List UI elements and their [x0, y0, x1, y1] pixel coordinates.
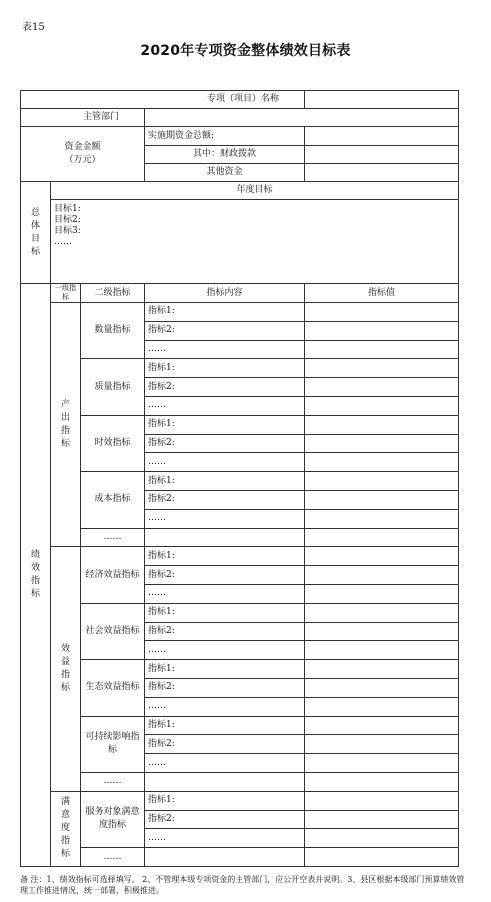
indicator-value[interactable]: [305, 396, 459, 415]
indicator-value[interactable]: [305, 791, 459, 810]
indicator-content[interactable]: 指标1:: [145, 547, 305, 566]
indicator-content[interactable]: ……: [145, 453, 305, 472]
indicator-content[interactable]: 指标2:: [145, 678, 305, 697]
vertical-label-text: 绩 效 指 标: [30, 549, 40, 599]
indicator-content[interactable]: 指标1:: [145, 472, 305, 491]
indicator-more-row: [21, 528, 459, 547]
level2-more: ……: [81, 528, 145, 547]
indicator-value[interactable]: [305, 660, 459, 679]
indicator-content[interactable]: ……: [145, 396, 305, 415]
indicator-content[interactable]: 指标1:: [145, 660, 305, 679]
level1-indicator: [51, 791, 81, 866]
indicator-content[interactable]: 指标1:: [145, 603, 305, 622]
indicator-row: [21, 472, 459, 491]
level2-indicator: 时效指标: [81, 415, 145, 471]
total-funds-label: 实施期资金总额:: [145, 127, 305, 146]
indicator-row: [21, 547, 459, 566]
indicator-more-row: [21, 848, 459, 867]
indicator-value[interactable]: [305, 359, 459, 378]
total-funds-value[interactable]: [305, 127, 459, 146]
indicator-value[interactable]: [305, 490, 459, 509]
project-name-label: 专项（项目）名称: [21, 91, 305, 109]
goal-line: ……: [54, 237, 72, 247]
indicator-value[interactable]: [305, 829, 459, 848]
indicator-content[interactable]: ……: [145, 697, 305, 716]
indicator-value[interactable]: [305, 509, 459, 528]
col-level2-header: 二级指标: [81, 284, 145, 303]
indicator-value[interactable]: [305, 810, 459, 829]
level2-indicator: 经济效益指标: [81, 547, 145, 603]
col-value-header: 指标值: [305, 284, 459, 303]
indicator-row: [21, 303, 459, 322]
indicator-value[interactable]: [305, 641, 459, 660]
col-level1-header: 一级指标: [51, 284, 81, 303]
indicator-value[interactable]: [305, 622, 459, 641]
indicator-value[interactable]: [305, 772, 459, 791]
goal-line: 目标3:: [54, 226, 81, 236]
indicator-more-row: [21, 772, 459, 791]
indicator-value[interactable]: [305, 453, 459, 472]
goal-line: 目标2:: [54, 215, 81, 225]
indicator-row: [21, 603, 459, 622]
indicator-content[interactable]: ……: [145, 584, 305, 603]
indicator-content[interactable]: ……: [145, 340, 305, 359]
level2-indicator: 社会效益指标: [81, 603, 145, 659]
vertical-label-text: 满 意 度 指 标: [60, 797, 70, 860]
indicator-content[interactable]: 指标1:: [145, 415, 305, 434]
indicator-content[interactable]: ……: [145, 509, 305, 528]
indicator-value[interactable]: [305, 340, 459, 359]
level2-indicator: 数量指标: [81, 303, 145, 359]
indicator-value[interactable]: [305, 603, 459, 622]
indicator-content[interactable]: ……: [145, 641, 305, 660]
indicator-content[interactable]: 指标2:: [145, 566, 305, 585]
indicator-value[interactable]: [305, 378, 459, 397]
vertical-label-text: 产 出 指 标: [60, 399, 70, 449]
indicator-value[interactable]: [305, 735, 459, 754]
indicator-row: [21, 359, 459, 378]
performance-target-table: [20, 90, 459, 867]
indicators-side-label: [21, 284, 51, 867]
indicator-content[interactable]: 指标1:: [145, 716, 305, 735]
indicator-value[interactable]: [305, 716, 459, 735]
indicator-content[interactable]: 指标1:: [145, 303, 305, 322]
indicator-value[interactable]: [305, 303, 459, 322]
indicator-content[interactable]: 指标2:: [145, 378, 305, 397]
dept-label: 主管部门: [21, 109, 145, 127]
indicator-value[interactable]: [305, 547, 459, 566]
overall-goal-side-label: [21, 182, 51, 284]
indicator-value[interactable]: [305, 528, 459, 547]
indicator-value[interactable]: [305, 566, 459, 585]
indicator-value[interactable]: [305, 584, 459, 603]
indicator-content[interactable]: ……: [145, 754, 305, 773]
footnote: 备 注：1、绩效指标可选择填写。 2、不管理本级专项资金的主管部门，应公开空表并说明。3、县区根据本级部门预算绩效管理工作推进情况，统一部署，积极推进。: [20, 875, 465, 895]
indicator-row: [21, 415, 459, 434]
level2-indicator: 生态效益指标: [81, 660, 145, 716]
indicator-content[interactable]: [145, 528, 305, 547]
indicator-value[interactable]: [305, 848, 459, 867]
annual-goal-content[interactable]: [51, 200, 459, 284]
goal-line: 目标1:: [54, 204, 81, 214]
level2-indicator: 可持续影响指标: [81, 716, 145, 772]
other-funds-label: 其他资金: [145, 164, 305, 182]
level2-indicator: 质量指标: [81, 359, 145, 415]
page-title: 2020年专项资金整体绩效目标表: [140, 43, 351, 59]
level2-more: ……: [81, 848, 145, 867]
indicator-row: [21, 716, 459, 735]
annual-goal-label: 年度目标: [51, 182, 459, 200]
indicator-content[interactable]: 指标1:: [145, 359, 305, 378]
indicator-content[interactable]: 指标2:: [145, 735, 305, 754]
indicator-content[interactable]: 指标2:: [145, 321, 305, 340]
vertical-label-text: 总 体 目 标: [30, 207, 40, 257]
indicator-content[interactable]: 指标2:: [145, 622, 305, 641]
indicator-content[interactable]: 指标2:: [145, 434, 305, 453]
indicator-value[interactable]: [305, 697, 459, 716]
indicator-value[interactable]: [305, 415, 459, 434]
fiscal-funds-value[interactable]: [305, 146, 459, 164]
fiscal-funds-label: 其中：财政拨款: [145, 146, 305, 164]
indicator-row: [21, 660, 459, 679]
funds-label: 资金金额 （万元）: [21, 127, 145, 182]
col-content-header: 指标内容: [145, 284, 305, 303]
indicator-value[interactable]: [305, 434, 459, 453]
indicator-content[interactable]: [145, 848, 305, 867]
indicator-value[interactable]: [305, 321, 459, 340]
indicator-value[interactable]: [305, 678, 459, 697]
level2-indicator: 成本指标: [81, 472, 145, 528]
indicator-content[interactable]: 指标1:: [145, 791, 305, 810]
dept-value[interactable]: [145, 109, 459, 127]
indicator-value[interactable]: [305, 754, 459, 773]
level2-more: ……: [81, 772, 145, 791]
vertical-label-text: 效 益 指 标: [60, 644, 70, 694]
table-number: 表15: [22, 22, 45, 33]
indicator-row: [21, 791, 459, 810]
level1-indicator: [51, 303, 81, 547]
level2-indicator: 服务对象满意度指标: [81, 791, 145, 847]
indicator-value[interactable]: [305, 472, 459, 491]
other-funds-value[interactable]: [305, 164, 459, 182]
level1-indicator: [51, 547, 81, 791]
indicator-content[interactable]: 指标2:: [145, 810, 305, 829]
indicator-content[interactable]: 指标2:: [145, 490, 305, 509]
indicator-content[interactable]: [145, 772, 305, 791]
project-name-value[interactable]: [305, 91, 459, 109]
indicator-content[interactable]: ……: [145, 829, 305, 848]
